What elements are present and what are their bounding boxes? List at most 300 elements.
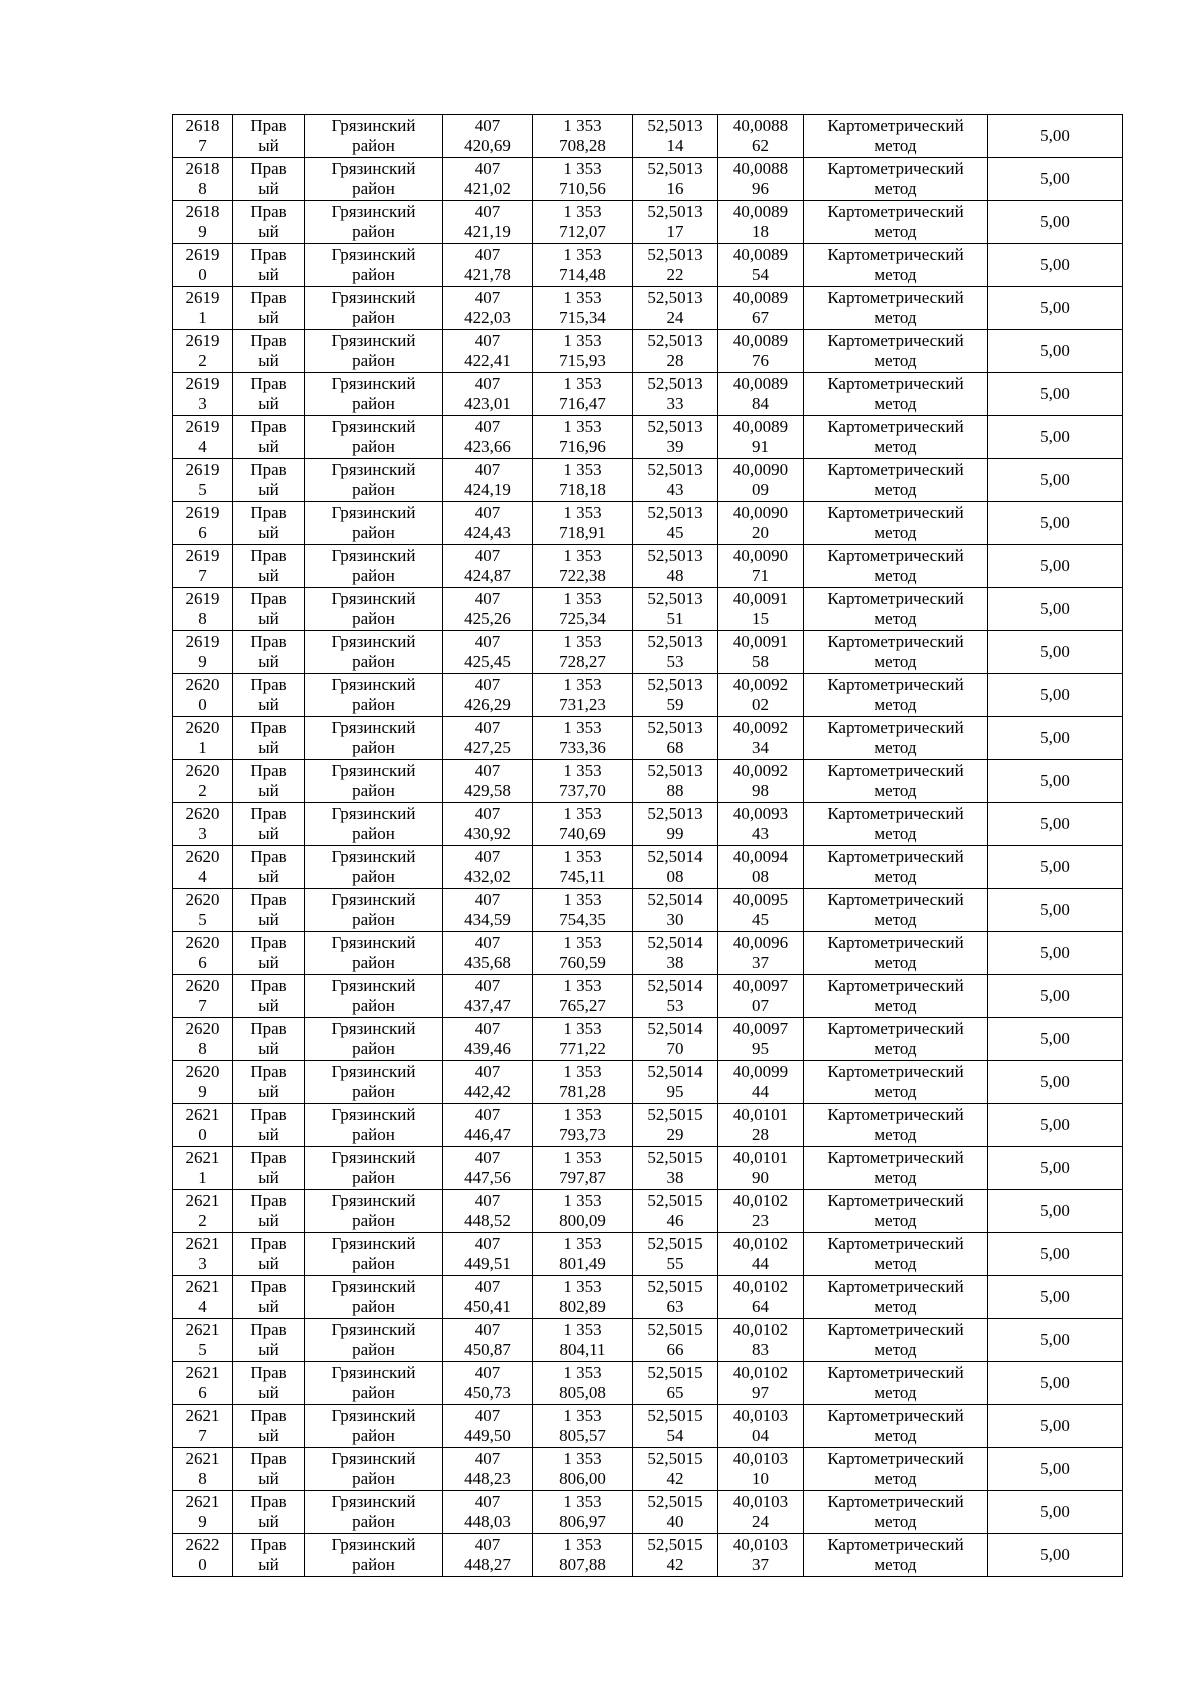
point-number-line-2: 4 (198, 437, 207, 456)
district-line-1: Грязинский (331, 159, 416, 178)
district-cell (305, 889, 443, 932)
x-coordinate-line-2: 424,19 (464, 480, 511, 499)
point-number-line-1: 2620 (185, 675, 220, 694)
district-line-2: район (352, 1254, 395, 1273)
method-cell (804, 1104, 988, 1147)
method-line-1: Картометрический (827, 718, 964, 737)
bank-side-line-1: Прав (250, 804, 287, 823)
bank-side-line-2: ый (258, 1082, 279, 1101)
point-number-cell (173, 631, 233, 674)
y-coordinate-cell (533, 244, 633, 287)
x-coordinate-line-1: 407 (474, 1234, 501, 1253)
x-coordinate-line-2: 446,47 (464, 1125, 511, 1144)
method-line-1: Картометрический (827, 976, 964, 995)
method-cell (804, 1448, 988, 1491)
bank-side-line-1: Прав (250, 1148, 287, 1167)
x-coordinate-line-1: 407 (474, 847, 501, 866)
table-body (173, 115, 1123, 1577)
latitude-cell (633, 846, 718, 889)
point-number-cell (173, 588, 233, 631)
district-line-2: район (352, 824, 395, 843)
latitude-line-1: 52,5015 (647, 1191, 703, 1210)
method-cell (804, 545, 988, 588)
latitude-line-1: 52,5013 (647, 374, 703, 393)
point-number-line-1: 2619 (185, 589, 220, 608)
longitude-line-1: 40,0092 (732, 675, 789, 694)
point-number-line-2: 1 (198, 738, 207, 757)
bank-side-line-2: ый (258, 1512, 279, 1531)
latitude-line-2: 28 (666, 351, 684, 370)
method-line-2: метод (874, 351, 917, 370)
y-coordinate-line-2: 760,59 (559, 953, 606, 972)
bank-side-line-1: Прав (250, 546, 287, 565)
y-coordinate-line-2: 708,28 (559, 136, 606, 155)
point-number-line-1: 2619 (185, 503, 220, 522)
x-coordinate-cell (443, 889, 533, 932)
table-row (173, 330, 1123, 373)
longitude-line-1: 40,0088 (732, 116, 789, 135)
bank-side-cell (233, 502, 305, 545)
bank-side-cell (233, 1233, 305, 1276)
x-coordinate-line-1: 407 (474, 546, 501, 565)
method-line-1: Картометрический (827, 245, 964, 264)
latitude-line-1: 52,5013 (647, 761, 703, 780)
bank-side-cell (233, 416, 305, 459)
longitude-cell (718, 1190, 804, 1233)
accuracy-cell: 5,00 (988, 1276, 1123, 1319)
longitude-cell (718, 932, 804, 975)
point-number-line-1: 2620 (185, 890, 220, 909)
longitude-line-2: 10 (752, 1469, 769, 1488)
point-number-line-1: 2620 (185, 804, 220, 823)
district-cell (305, 502, 443, 545)
accuracy-cell: 5,00 (988, 1147, 1123, 1190)
longitude-cell (718, 889, 804, 932)
district-cell (305, 1233, 443, 1276)
method-cell (804, 1190, 988, 1233)
bank-side-cell (233, 1018, 305, 1061)
method-line-2: метод (874, 1383, 917, 1402)
district-cell (305, 1104, 443, 1147)
district-line-1: Грязинский (331, 417, 416, 436)
district-cell (305, 244, 443, 287)
accuracy-cell: 5,00 (988, 158, 1123, 201)
method-line-2: метод (874, 1426, 917, 1445)
y-coordinate-cell (533, 1319, 633, 1362)
method-line-1: Картометрический (827, 1234, 964, 1253)
point-number-cell (173, 158, 233, 201)
y-coordinate-cell (533, 1405, 633, 1448)
bank-side-line-2: ый (258, 265, 279, 284)
latitude-cell (633, 502, 718, 545)
x-coordinate-cell (443, 330, 533, 373)
table-row (173, 416, 1123, 459)
y-coordinate-cell (533, 287, 633, 330)
longitude-line-2: 76 (752, 351, 769, 370)
bank-side-line-1: Прав (250, 976, 287, 995)
accuracy-cell: 5,00 (988, 459, 1123, 502)
longitude-line-2: 67 (752, 308, 769, 327)
point-number-line-2: 9 (198, 1082, 207, 1101)
y-coordinate-line-2: 797,87 (559, 1168, 606, 1187)
bank-side-line-2: ый (258, 222, 279, 241)
longitude-line-2: 64 (752, 1297, 769, 1316)
bank-side-cell (233, 932, 305, 975)
method-line-1: Картометрический (827, 632, 964, 651)
latitude-cell (633, 803, 718, 846)
method-line-2: метод (874, 1168, 917, 1187)
district-line-2: район (352, 1426, 395, 1445)
x-coordinate-line-1: 407 (474, 1277, 501, 1296)
bank-side-line-2: ый (258, 910, 279, 929)
y-coordinate-line-2: 807,88 (559, 1555, 606, 1574)
method-line-1: Картометрический (827, 1320, 964, 1339)
point-number-line-1: 2619 (185, 374, 220, 393)
y-coordinate-cell (533, 1190, 633, 1233)
x-coordinate-line-1: 407 (474, 288, 501, 307)
method-line-2: метод (874, 480, 917, 499)
longitude-line-1: 40,0097 (732, 976, 789, 995)
point-number-line-1: 2621 (185, 1492, 220, 1511)
method-cell (804, 1319, 988, 1362)
longitude-line-2: 18 (752, 222, 769, 241)
longitude-line-1: 40,0089 (732, 331, 789, 350)
point-number-cell (173, 1534, 233, 1577)
table-row (173, 803, 1123, 846)
district-line-2: район (352, 1082, 395, 1101)
x-coordinate-cell (443, 975, 533, 1018)
y-coordinate-cell (533, 1491, 633, 1534)
bank-side-line-2: ый (258, 480, 279, 499)
method-line-1: Картометрический (827, 1363, 964, 1382)
latitude-cell (633, 115, 718, 158)
accuracy-cell: 5,00 (988, 115, 1123, 158)
bank-side-cell (233, 1362, 305, 1405)
method-line-1: Картометрический (827, 589, 964, 608)
method-line-2: метод (874, 566, 917, 585)
latitude-line-2: 63 (666, 1297, 684, 1316)
longitude-line-2: 71 (752, 566, 769, 585)
longitude-cell (718, 1061, 804, 1104)
table-row (173, 588, 1123, 631)
longitude-line-1: 40,0090 (732, 546, 789, 565)
longitude-line-2: 58 (752, 652, 769, 671)
accuracy-cell: 5,00 (988, 631, 1123, 674)
bank-side-line-2: ый (258, 609, 279, 628)
latitude-line-1: 52,5015 (647, 1492, 703, 1511)
latitude-line-2: 46 (666, 1211, 684, 1230)
y-coordinate-cell (533, 416, 633, 459)
latitude-line-2: 14 (666, 136, 684, 155)
x-coordinate-line-1: 407 (474, 1363, 501, 1382)
bank-side-line-2: ый (258, 1211, 279, 1230)
method-cell (804, 932, 988, 975)
point-number-line-1: 2619 (185, 546, 220, 565)
x-coordinate-cell (443, 545, 533, 588)
point-number-line-1: 2621 (185, 1449, 220, 1468)
district-line-1: Грязинский (331, 1148, 416, 1167)
accuracy-cell: 5,00 (988, 201, 1123, 244)
point-number-cell (173, 459, 233, 502)
x-coordinate-line-2: 424,43 (464, 523, 511, 542)
bank-side-line-2: ый (258, 781, 279, 800)
district-line-1: Грязинский (331, 1019, 416, 1038)
bank-side-line-2: ый (258, 1469, 279, 1488)
latitude-cell (633, 1448, 718, 1491)
latitude-line-1: 52,5013 (647, 159, 703, 178)
district-cell (305, 1405, 443, 1448)
x-coordinate-line-1: 407 (474, 1191, 501, 1210)
x-coordinate-line-2: 425,45 (464, 652, 511, 671)
district-line-1: Грязинский (331, 1191, 416, 1210)
method-cell (804, 1233, 988, 1276)
latitude-line-2: 99 (666, 824, 684, 843)
accuracy-cell: 5,00 (988, 1491, 1123, 1534)
y-coordinate-line-2: 806,00 (559, 1469, 606, 1488)
y-coordinate-line-1: 1 353 (563, 1148, 602, 1167)
point-number-cell (173, 1362, 233, 1405)
y-coordinate-line-1: 1 353 (563, 718, 602, 737)
latitude-line-1: 52,5013 (647, 718, 703, 737)
district-cell (305, 330, 443, 373)
point-number-line-1: 2620 (185, 1019, 220, 1038)
y-coordinate-line-2: 793,73 (559, 1125, 606, 1144)
x-coordinate-line-1: 407 (474, 675, 501, 694)
district-line-1: Грязинский (331, 374, 416, 393)
method-cell (804, 158, 988, 201)
table-row (173, 975, 1123, 1018)
method-line-2: метод (874, 695, 917, 714)
longitude-cell (718, 1362, 804, 1405)
y-coordinate-cell (533, 502, 633, 545)
bank-side-cell (233, 158, 305, 201)
latitude-line-1: 52,5015 (647, 1277, 703, 1296)
longitude-line-1: 40,0091 (732, 632, 789, 651)
longitude-line-2: 95 (752, 1039, 769, 1058)
y-coordinate-cell (533, 158, 633, 201)
latitude-line-2: 66 (666, 1340, 684, 1359)
longitude-line-2: 15 (752, 609, 769, 628)
district-line-2: район (352, 308, 395, 327)
bank-side-line-2: ый (258, 523, 279, 542)
y-coordinate-cell (533, 631, 633, 674)
x-coordinate-line-2: 442,42 (464, 1082, 511, 1101)
district-line-2: район (352, 437, 395, 456)
point-number-line-1: 2621 (185, 1277, 220, 1296)
longitude-line-2: 04 (752, 1426, 769, 1445)
district-cell (305, 760, 443, 803)
bank-side-line-2: ый (258, 1426, 279, 1445)
latitude-line-2: 17 (666, 222, 684, 241)
accuracy-cell: 5,00 (988, 545, 1123, 588)
accuracy-cell: 5,00 (988, 717, 1123, 760)
method-cell (804, 459, 988, 502)
bank-side-cell (233, 1061, 305, 1104)
x-coordinate-line-2: 424,87 (464, 566, 511, 585)
table-row (173, 674, 1123, 717)
method-cell (804, 1534, 988, 1577)
point-number-line-1: 2620 (185, 718, 220, 737)
x-coordinate-cell (443, 1190, 533, 1233)
longitude-line-1: 40,0094 (732, 847, 789, 866)
point-number-line-2: 0 (198, 1125, 207, 1144)
x-coordinate-line-2: 422,41 (464, 351, 511, 370)
latitude-line-1: 52,5014 (647, 890, 703, 909)
y-coordinate-line-2: 737,70 (559, 781, 606, 800)
y-coordinate-line-1: 1 353 (563, 976, 602, 995)
x-coordinate-line-1: 407 (474, 1535, 501, 1554)
district-line-1: Грязинский (331, 1062, 416, 1081)
latitude-line-1: 52,5013 (647, 675, 703, 694)
latitude-line-1: 52,5013 (647, 804, 703, 823)
accuracy-cell: 5,00 (988, 889, 1123, 932)
method-cell (804, 717, 988, 760)
x-coordinate-cell (443, 717, 533, 760)
bank-side-line-1: Прав (250, 1277, 287, 1296)
latitude-line-2: 16 (666, 179, 684, 198)
bank-side-cell (233, 803, 305, 846)
y-coordinate-line-2: 715,34 (559, 308, 606, 327)
bank-side-line-1: Прав (250, 589, 287, 608)
x-coordinate-cell (443, 1319, 533, 1362)
bank-side-line-1: Прав (250, 374, 287, 393)
district-line-2: район (352, 953, 395, 972)
method-line-1: Картометрический (827, 1062, 964, 1081)
y-coordinate-line-1: 1 353 (563, 288, 602, 307)
x-coordinate-line-1: 407 (474, 116, 501, 135)
method-line-1: Картометрический (827, 1535, 964, 1554)
point-number-cell (173, 1190, 233, 1233)
y-coordinate-cell (533, 803, 633, 846)
point-number-cell (173, 975, 233, 1018)
method-line-1: Картометрический (827, 804, 964, 823)
y-coordinate-line-1: 1 353 (563, 804, 602, 823)
longitude-cell (718, 330, 804, 373)
y-coordinate-line-1: 1 353 (563, 1105, 602, 1124)
coordinates-table (172, 114, 1123, 1577)
longitude-line-1: 40,0089 (732, 417, 789, 436)
district-cell (305, 1534, 443, 1577)
x-coordinate-line-2: 437,47 (464, 996, 511, 1015)
accuracy-cell: 5,00 (988, 760, 1123, 803)
bank-side-line-1: Прав (250, 890, 287, 909)
longitude-line-2: 97 (752, 1383, 769, 1402)
method-line-1: Картометрический (827, 546, 964, 565)
x-coordinate-line-2: 448,52 (464, 1211, 511, 1230)
point-number-cell (173, 1319, 233, 1362)
point-number-line-2: 8 (198, 1039, 207, 1058)
point-number-line-1: 2622 (185, 1535, 220, 1554)
y-coordinate-cell (533, 975, 633, 1018)
method-cell (804, 1405, 988, 1448)
point-number-line-1: 2620 (185, 976, 220, 995)
y-coordinate-line-2: 740,69 (559, 824, 606, 843)
y-coordinate-cell (533, 1061, 633, 1104)
table-row (173, 1233, 1123, 1276)
district-cell (305, 287, 443, 330)
point-number-cell (173, 1448, 233, 1491)
point-number-line-1: 2621 (185, 1363, 220, 1382)
point-number-cell (173, 416, 233, 459)
point-number-cell (173, 1061, 233, 1104)
y-coordinate-cell (533, 1448, 633, 1491)
latitude-line-1: 52,5013 (647, 116, 703, 135)
point-number-line-2: 9 (198, 652, 207, 671)
latitude-line-1: 52,5015 (647, 1105, 703, 1124)
district-line-1: Грязинский (331, 331, 416, 350)
district-cell (305, 1190, 443, 1233)
x-coordinate-cell (443, 1448, 533, 1491)
district-line-2: район (352, 179, 395, 198)
x-coordinate-line-1: 407 (474, 374, 501, 393)
y-coordinate-cell (533, 760, 633, 803)
y-coordinate-cell (533, 889, 633, 932)
method-cell (804, 760, 988, 803)
table-row (173, 115, 1123, 158)
point-number-line-2: 2 (198, 351, 207, 370)
method-line-2: метод (874, 523, 917, 542)
longitude-line-2: 98 (752, 781, 769, 800)
longitude-line-2: 07 (752, 996, 769, 1015)
longitude-cell (718, 717, 804, 760)
district-line-2: район (352, 1555, 395, 1574)
method-cell (804, 674, 988, 717)
district-line-2: район (352, 1340, 395, 1359)
point-number-line-2: 6 (198, 523, 207, 542)
table-row (173, 1147, 1123, 1190)
bank-side-line-1: Прав (250, 933, 287, 952)
district-cell (305, 1319, 443, 1362)
bank-side-line-2: ый (258, 824, 279, 843)
latitude-line-2: 42 (666, 1469, 684, 1488)
table-row (173, 158, 1123, 201)
y-coordinate-line-1: 1 353 (563, 632, 602, 651)
method-line-1: Картометрический (827, 460, 964, 479)
latitude-line-1: 52,5014 (647, 847, 703, 866)
x-coordinate-line-1: 407 (474, 460, 501, 479)
longitude-line-1: 40,0101 (732, 1148, 789, 1167)
district-line-1: Грязинский (331, 933, 416, 952)
longitude-cell (718, 373, 804, 416)
x-coordinate-line-2: 432,02 (464, 867, 511, 886)
longitude-line-2: 90 (752, 1168, 769, 1187)
y-coordinate-line-1: 1 353 (563, 933, 602, 952)
latitude-line-1: 52,5015 (647, 1320, 703, 1339)
accuracy-cell: 5,00 (988, 502, 1123, 545)
y-coordinate-line-2: 718,91 (559, 523, 606, 542)
longitude-line-2: 45 (752, 910, 769, 929)
y-coordinate-cell (533, 1534, 633, 1577)
longitude-line-2: 96 (752, 179, 769, 198)
latitude-line-2: 88 (666, 781, 684, 800)
y-coordinate-line-2: 728,27 (559, 652, 606, 671)
accuracy-cell: 5,00 (988, 1190, 1123, 1233)
latitude-line-2: 59 (666, 695, 684, 714)
longitude-line-1: 40,0090 (732, 503, 789, 522)
district-line-1: Грязинский (331, 632, 416, 651)
district-cell (305, 803, 443, 846)
method-cell (804, 1018, 988, 1061)
latitude-line-1: 52,5013 (647, 546, 703, 565)
district-line-2: район (352, 1297, 395, 1316)
bank-side-line-1: Прав (250, 460, 287, 479)
y-coordinate-line-2: 716,47 (559, 394, 606, 413)
point-number-line-2: 0 (198, 695, 207, 714)
bank-side-cell (233, 330, 305, 373)
point-number-line-1: 2620 (185, 933, 220, 952)
accuracy-cell: 5,00 (988, 1362, 1123, 1405)
x-coordinate-cell (443, 803, 533, 846)
